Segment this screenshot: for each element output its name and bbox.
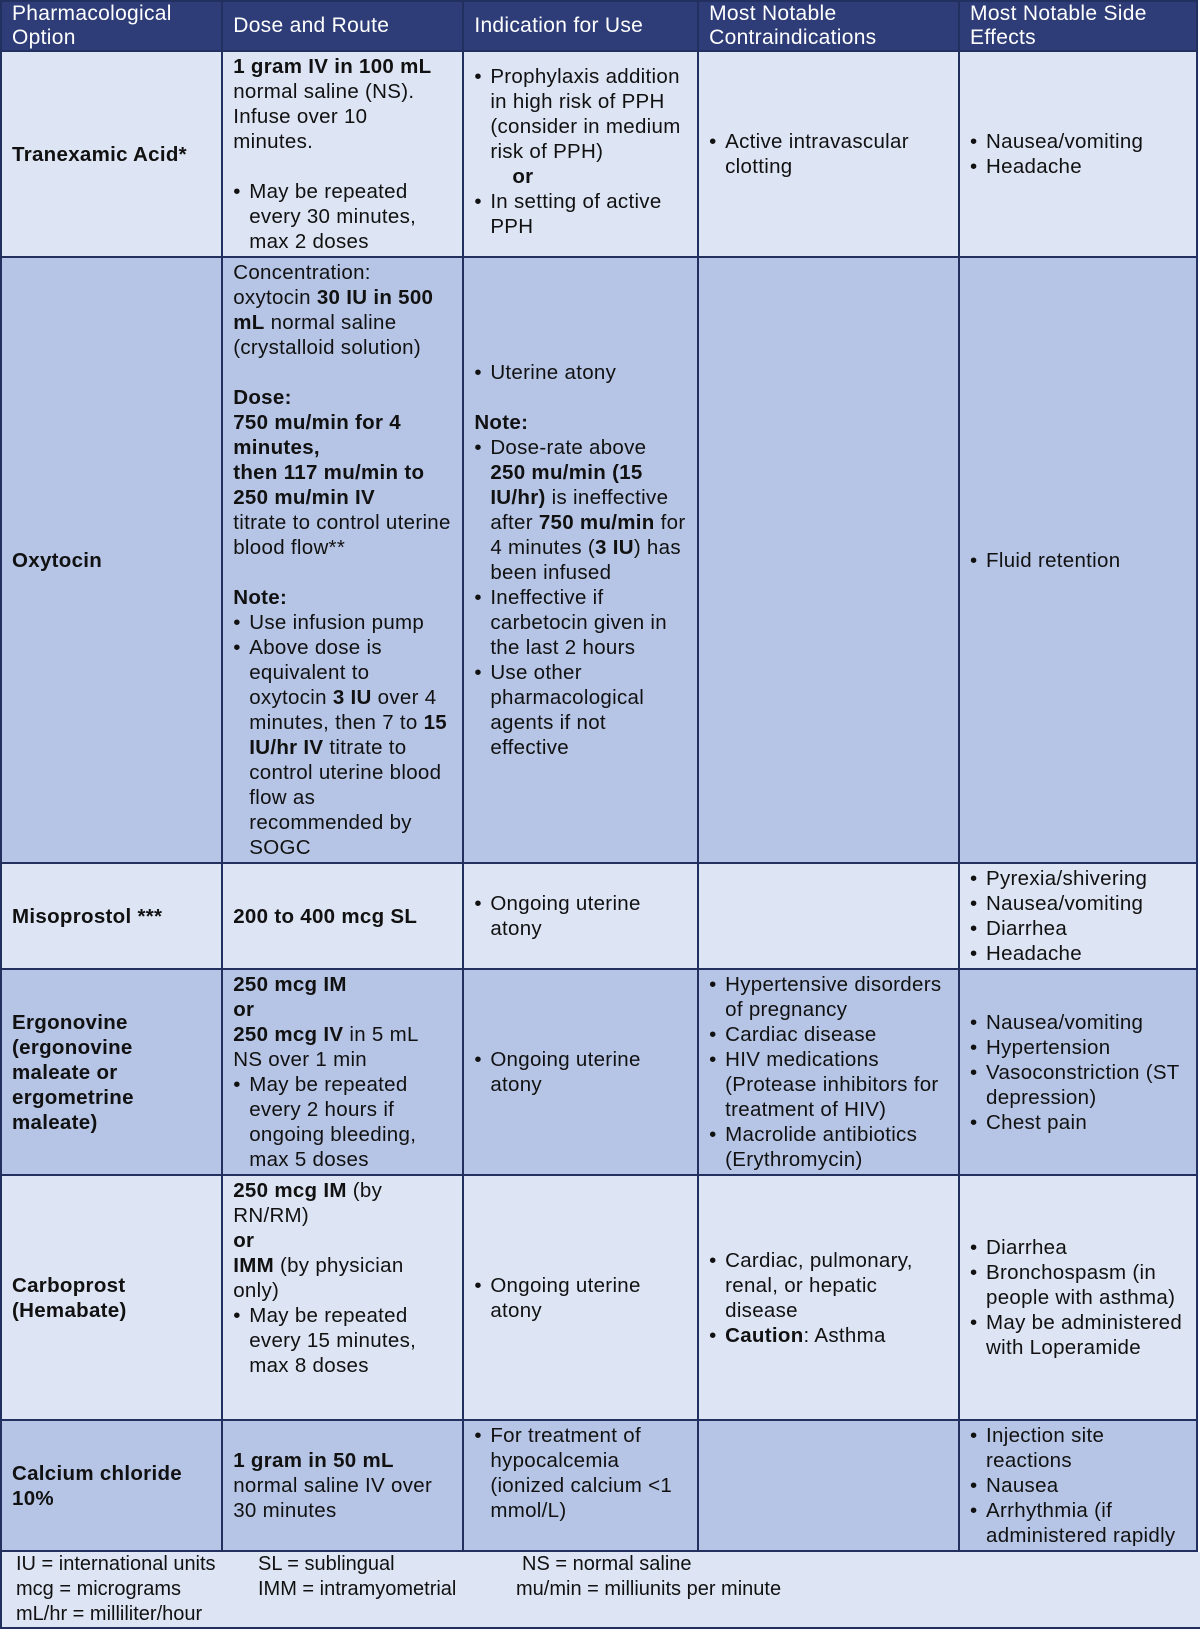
table-row — [1, 1175, 1197, 1420]
side-effects-cell — [959, 863, 1197, 969]
note-label: Note: — [233, 586, 288, 609]
side-effects-cell — [959, 1420, 1197, 1551]
contraindication-cell — [698, 1175, 959, 1420]
legend-item: NS = normal saline — [522, 1553, 692, 1575]
contraindication-cell — [698, 257, 959, 863]
or-text: or — [233, 1229, 255, 1252]
list-item: • Uterine atony — [474, 360, 687, 385]
dose-label: Dose: — [233, 386, 292, 409]
list-item: • Bronchospasm (in people with asthma) — [970, 1260, 1186, 1310]
dose-text: (by RN/RM) — [233, 1179, 383, 1227]
legend-item: mL/hr = milliliter/hour — [16, 1603, 203, 1625]
dose-cell — [222, 1420, 463, 1551]
header-option: Pharmacological Option — [1, 1, 222, 51]
legend-item: mu/min = milliunits per minute — [516, 1578, 782, 1600]
indication-cell — [463, 257, 698, 863]
header-contraindications: Most Notable Contraindications — [698, 1, 959, 51]
list-item: • Headache — [970, 941, 1186, 966]
list-item: • Cardiac disease — [709, 1022, 948, 1047]
header-row — [1, 1, 1197, 51]
indication-cell — [463, 969, 698, 1175]
side-effects-cell — [959, 969, 1197, 1175]
header-indication: Indication for Use — [463, 1, 698, 51]
list-item: • Arrhythmia (if administered rapidly — [970, 1498, 1186, 1548]
list-item: • May be administered with Loperamide — [970, 1310, 1186, 1360]
list-item: • May be repeated every 15 minutes, max 8 doses — [233, 1303, 452, 1378]
dose-text: 250 mcg IM — [233, 973, 347, 996]
dose-text: 750 mu/min for 4 minutes, — [233, 411, 401, 459]
contraindication-cell — [698, 1420, 959, 1551]
list-item: • Ongoing uterine atony — [474, 891, 687, 941]
list-item: • Ineffective if carbetocin given in the last 2 hours — [474, 585, 687, 660]
list-item: • HIV medications (Protease inhibitors for treatment of HIV) — [709, 1047, 948, 1122]
dose-text: Concentration: — [233, 261, 371, 284]
list-item: • Caution: Asthma — [709, 1323, 948, 1348]
option-cell: Tranexamic Acid* — [1, 51, 222, 257]
table-row — [1, 969, 1197, 1175]
table-row — [1, 51, 1197, 257]
list-item: • Fluid retention — [970, 548, 1186, 573]
list-item: • Nausea/vomiting — [970, 129, 1186, 154]
dose-text: IMM — [233, 1254, 274, 1277]
dose-text: 250 mcg IV — [233, 1023, 344, 1046]
or-text: or — [512, 165, 534, 188]
dose-cell: 200 to 400 mcg SL — [222, 863, 463, 969]
list-item: • Diarrhea — [970, 1235, 1186, 1260]
list-item: • Active intravascular clotting — [709, 129, 948, 179]
option-cell: Carboprost (Hemabate) — [1, 1175, 222, 1420]
option-cell: Oxytocin — [1, 257, 222, 863]
list-item: • Ongoing uterine atony — [474, 1273, 687, 1323]
list-item: • Diarrhea — [970, 916, 1186, 941]
list-item: • Chest pain — [970, 1110, 1186, 1135]
dose-cell — [222, 969, 463, 1175]
indication-cell — [463, 1175, 698, 1420]
list-item: • Prophylaxis addition in high risk of PPH (consider in medium risk of PPH) — [474, 64, 687, 164]
dose-text: normal saline IV over 30 minutes — [233, 1474, 433, 1522]
list-item: • Cardiac, pulmonary, renal, or hepatic disease — [709, 1248, 948, 1323]
dose-text: oxytocin — [233, 286, 317, 309]
side-effects-cell — [959, 257, 1197, 863]
dose-text: 30 IU in 500 mL — [233, 286, 434, 334]
list-item: • Dose-rate above 250 mu/min (15 IU/hr) is ineffective after 750 mu/min for 4 minutes (3 IU) has been infused — [474, 435, 687, 585]
list-item: • Vasoconstriction (ST depression) — [970, 1060, 1186, 1110]
note-label: Note: — [474, 411, 529, 434]
list-item: • Injection site reactions — [970, 1423, 1186, 1473]
side-effects-cell — [959, 51, 1197, 257]
dose-text: (by physician only) — [233, 1254, 404, 1302]
dose-text: normal saline (crystalloid solution) — [233, 311, 421, 359]
dose-cell — [222, 257, 463, 863]
option-cell: Calcium chloride 10% — [1, 1420, 222, 1551]
dose-text: in 5 mL NS over 1 min — [233, 1023, 418, 1071]
option-cell: Misoprostol *** — [1, 863, 222, 969]
dose-cell — [222, 51, 463, 257]
option-cell: Ergonovine (ergonovine maleate or ergometrine maleate) — [1, 969, 222, 1175]
legend-item: SL = sublingual — [258, 1553, 395, 1575]
dose-text: then 117 mu/min to 250 mu/min IV — [233, 461, 425, 509]
table-row — [1, 863, 1197, 969]
or-text: or — [233, 998, 255, 1021]
list-item: • Hypertensive disorders of pregnancy — [709, 972, 948, 1022]
list-item: • In setting of active PPH — [474, 189, 687, 239]
indication-cell — [463, 1420, 698, 1551]
list-item: • May be repeated every 30 minutes, max 2 doses — [233, 179, 452, 254]
legend-item: mcg = micrograms — [16, 1578, 182, 1600]
contraindication-cell — [698, 51, 959, 257]
list-item: • Use other pharmacological agents if not effective — [474, 660, 687, 760]
dose-text: titrate to control uterine blood flow** — [233, 511, 451, 559]
dose-text: normal saline (NS). Infuse over 10 minutes. — [233, 80, 415, 153]
list-item: • Nausea/vomiting — [970, 1010, 1186, 1035]
list-item: • For treatment of hypocalcemia (ionized calcium <1 mmol/L) — [474, 1423, 687, 1523]
header-dose: Dose and Route — [222, 1, 463, 51]
dose-text: 250 mcg IM — [233, 1179, 347, 1202]
header-side-effects: Most Notable Side Effects — [959, 1, 1197, 51]
side-effects-cell — [959, 1175, 1197, 1420]
list-item: • Headache — [970, 154, 1186, 179]
list-item: • Hypertension — [970, 1035, 1186, 1060]
table-row — [1, 1420, 1197, 1551]
list-item: • Pyrexia/shivering — [970, 866, 1186, 891]
list-item: • Use infusion pump — [233, 610, 452, 635]
indication-cell — [463, 863, 698, 969]
contraindication-cell — [698, 863, 959, 969]
contraindication-cell — [698, 969, 959, 1175]
table-row — [1, 257, 1197, 863]
abbreviation-legend — [0, 1552, 1200, 1629]
list-item: • May be repeated every 2 hours if ongoing bleeding, max 5 doses — [233, 1072, 452, 1172]
indication-cell — [463, 51, 698, 257]
list-item: • Above dose is equivalent to oxytocin 3 IU over 4 minutes, then 7 to 15 IU/hr IV titrate to control uterine blood flow as recommended by SOGC — [233, 635, 452, 860]
legend-item: IMM = intramyometrial — [258, 1578, 457, 1600]
list-item: • Macrolide antibiotics (Erythromycin) — [709, 1122, 948, 1172]
dose-cell — [222, 1175, 463, 1420]
legend-item: IU = international units — [16, 1553, 216, 1575]
dose-text: 1 gram IV in 100 mL — [233, 55, 432, 78]
list-item: • Ongoing uterine atony — [474, 1047, 687, 1097]
list-item: • Nausea — [970, 1473, 1186, 1498]
dose-text: 1 gram in 50 mL — [233, 1449, 394, 1472]
list-item: • Nausea/vomiting — [970, 891, 1186, 916]
